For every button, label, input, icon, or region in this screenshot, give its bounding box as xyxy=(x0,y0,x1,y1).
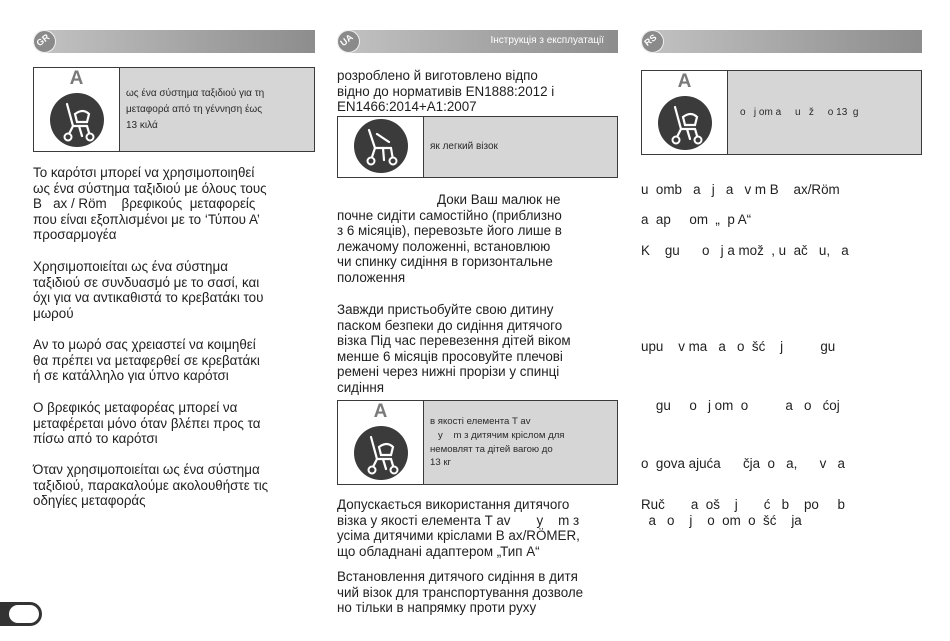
text-line: 13 кг xyxy=(430,457,452,469)
ua-intro xyxy=(337,68,554,115)
text-line: як легкий візок xyxy=(430,141,498,152)
ua-paragraph-1 xyxy=(337,192,562,286)
text-line: паском безпеки до сидіння дитячого xyxy=(337,317,563,333)
text-line: ремені через нижні прорізи у спинці xyxy=(337,364,560,380)
stroller-with-car-seat-icon xyxy=(657,95,713,151)
text-line: Встановлення дитячого сидіння в дитя xyxy=(337,569,578,584)
text-line: почне сидіти самостійно (приблизно xyxy=(337,207,562,223)
text-line: οδηγίες μεταφοράς xyxy=(33,493,146,509)
text-line: ταξιδιού σε συνδυασμό με το σασί, και xyxy=(33,274,260,290)
text-line: но тільки в напрямку проти руху xyxy=(337,600,537,616)
rs-line-1: u omb a j a v m B ax/Röm xyxy=(641,182,840,197)
header-bar-rs xyxy=(641,30,922,53)
gr-paragraph-1 xyxy=(33,165,267,243)
ua-paragraph-3 xyxy=(337,497,580,559)
text-line: μωρού xyxy=(33,305,74,321)
text-line: μεταφέρεται μόνο όταν βλέπει προς τα xyxy=(33,415,261,431)
text-line: немовлят та дітей вагою до xyxy=(430,443,553,455)
rs-line-6: o gova ajuća čja o a, v a xyxy=(641,456,845,471)
text-line: відно до нормативів EN1888:2012 і xyxy=(337,83,555,99)
rs-line-4: upu v ma a o šć j gu xyxy=(641,339,836,354)
header-bar-gr xyxy=(33,30,315,53)
rs-line-2: a ap om „ p A“ xyxy=(641,212,752,227)
rs-box-text xyxy=(728,71,921,154)
text-line: лежачому положенні, встановлюю xyxy=(337,238,551,254)
text-line: візка у якості елемента T av y m з xyxy=(337,512,580,528)
rs-line-7: Ruč a oš j ć b po b xyxy=(641,497,845,512)
text-line: Допускається використання дитячого xyxy=(337,497,570,512)
rs-line-5: gu o j om o a o ćoj xyxy=(641,398,840,413)
language-code-gr: GR xyxy=(34,31,52,49)
text-line: πίσω από το καρότσι xyxy=(33,431,158,447)
text-line: προσαρμογέα xyxy=(33,227,117,243)
language-badge-ua xyxy=(337,30,360,53)
text-line: Завжди пристьобуйте свою дитину xyxy=(337,302,554,317)
letter-a-icon: A xyxy=(373,401,388,422)
header-title-ua: Інструкція з експлуатації xyxy=(490,35,604,46)
gr-paragraph-3 xyxy=(33,337,260,384)
text-line: Χρησιμοποιείται ως ένα σύστημα xyxy=(33,259,228,274)
text-line: όχι για να αντικαθιστά το κρεβατάκι του xyxy=(33,290,264,306)
gr-paragraph-4 xyxy=(33,400,260,447)
text-line: που είναι εξοπλισμένοι με το ‘Τύπου Α’ xyxy=(33,211,260,227)
text-line: що обладнані адаптером „Тип A“ xyxy=(337,543,540,559)
page-edge-tab xyxy=(0,602,42,626)
rs-line-8: a o j o om o šć ja xyxy=(641,513,802,528)
rs-icon-cell xyxy=(642,71,728,154)
text-line: y m з дитячим кріслом для xyxy=(430,429,565,441)
rs-travel-system-box xyxy=(641,70,922,155)
ua-icon-cell-2 xyxy=(338,401,424,484)
text-line: μεταφορά από τη γέννηση έως xyxy=(126,103,263,115)
gr-box-text xyxy=(120,68,314,151)
gr-icon-cell xyxy=(34,68,120,151)
text-line: в якості елемента T av xyxy=(430,415,531,427)
stroller-with-car-seat-icon xyxy=(353,425,409,481)
language-code-ua: UA xyxy=(338,31,356,49)
text-line: Το καρότσι μπορεί να χρησιμοποιηθεί xyxy=(33,165,255,180)
language-badge-gr xyxy=(33,30,56,53)
text-line: θα πρέπει να μεταφερθεί σε κρεβατάκι xyxy=(33,352,260,368)
text-line: Ο βρεφικός μεταφορέας μπορεί να xyxy=(33,400,238,415)
ua-box1-text xyxy=(424,117,617,177)
language-badge-rs xyxy=(641,30,664,53)
text-line: 13 κιλά xyxy=(126,119,158,131)
text-line: менше 6 місяців просовуйте плечові xyxy=(337,348,563,364)
text-line: Αν το μωρό σας χρειαστεί να κοιμηθεί xyxy=(33,337,256,352)
text-line: ταξιδιού, παρακαλούμε ακολουθήστε τις xyxy=(33,477,269,493)
text-line: усіма дитячими кріслами B ax/RÖMER, xyxy=(337,528,580,544)
ua-box2-text xyxy=(424,401,617,484)
text-line: положення xyxy=(337,269,406,285)
text-line: Όταν χρησιμοποιείται ως ένα σύστημα xyxy=(33,462,260,477)
text-line: Доки Ваш малюк не xyxy=(437,192,561,207)
ua-paragraph-4 xyxy=(337,569,583,616)
letter-a-icon: A xyxy=(677,71,692,92)
rs-line-3: K gu o j a mož , u ač u, a xyxy=(641,243,849,258)
stroller-with-car-seat-icon xyxy=(49,92,105,148)
letter-a-icon: A xyxy=(69,68,84,89)
language-code-rs: RS xyxy=(642,32,659,48)
text-line: сидіння xyxy=(337,379,385,395)
ua-paragraph-2 xyxy=(337,302,571,396)
gr-paragraph-2 xyxy=(33,259,263,321)
light-stroller-icon xyxy=(353,118,409,174)
text-line: ως ένα σύστημα ταξιδιού με όλους τους xyxy=(33,180,267,196)
text-line: o j om a u ž o 13 g xyxy=(740,106,859,118)
text-line: візка Під час перевезення дітей віком xyxy=(337,333,571,349)
text-line: чий візок для транспортування дозволе xyxy=(337,584,584,600)
text-line: ή σε κατάλληλο για ύπνο καρότσι xyxy=(33,368,229,384)
header-bar-ua xyxy=(337,30,618,53)
text-line: розроблено й виготовлено відпо xyxy=(337,68,538,83)
ua-travel-system-box xyxy=(337,400,618,485)
ua-icon-cell xyxy=(338,117,424,177)
gr-travel-system-box xyxy=(33,67,315,152)
ua-light-stroller-box xyxy=(337,116,618,178)
text-line: з 6 місяців), перевозьте його лише в xyxy=(337,223,562,239)
text-line: чи спинку сидіння в горизонтальне xyxy=(337,254,553,270)
text-line: EN1466:2014+A1:2007 xyxy=(337,99,477,115)
text-line: ως ένα σύστημα ταξιδιού για τη xyxy=(126,87,265,99)
text-line: B ax / Röm βρεφικούς μεταφορείς xyxy=(33,196,256,212)
gr-paragraph-5 xyxy=(33,462,268,509)
